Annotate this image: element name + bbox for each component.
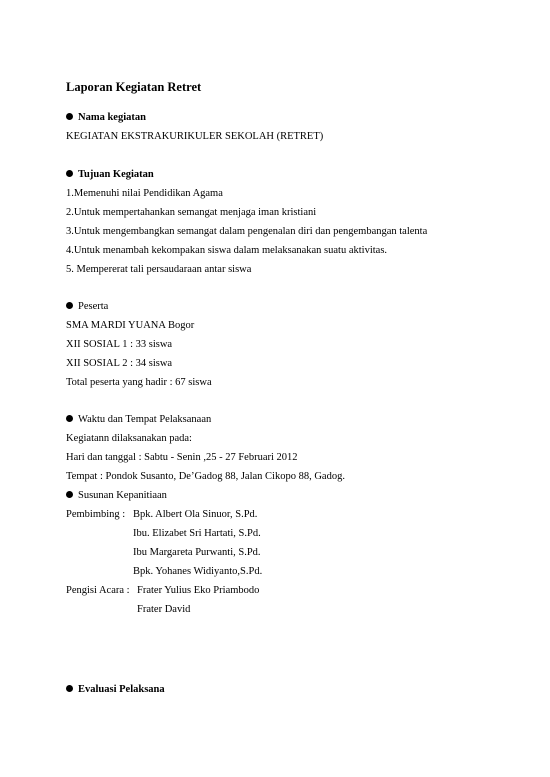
tujuan-item-2: 2.Untuk mempertahankan semangat menjaga iman kristiani (66, 207, 317, 218)
pengisi-name-2: Frater David (137, 604, 191, 615)
section-tujuan-heading (66, 168, 154, 181)
section-evaluasi-heading (66, 683, 165, 696)
peserta-line-2: XII SOSIAL 1 : 33 siswa (66, 339, 173, 350)
pengisi-label: Pengisi Acara : (66, 585, 130, 596)
peserta-line-3: XII SOSIAL 2 : 34 siswa (66, 358, 173, 369)
peserta-line-1: SMA MARDI YUANA Bogor (66, 320, 195, 331)
waktu-line-1: Kegiatann dilaksanakan pada: (66, 433, 192, 444)
pembimbing-name-2: Ibu. Elizabet Sri Hartati, S.Pd. (133, 528, 261, 539)
section-heading-text: Waktu dan Tempat Pelaksanaan (78, 414, 212, 425)
section-peserta-heading (66, 300, 108, 313)
section-heading-text: Nama kegiatan (78, 112, 146, 123)
bullet-icon (66, 685, 73, 692)
pembimbing-name-4: Bpk. Yohanes Widiyanto,S.Pd. (133, 566, 263, 577)
section-heading-text: Evaluasi Pelaksana (78, 684, 165, 695)
pembimbing-name-1: Bpk. Albert Ola Sinuor, S.Pd. (133, 509, 258, 520)
waktu-line-3: Tempat : Pondok Susanto, De’Gadog 88, Jalan Cikopo 88, Gadog. (66, 471, 345, 482)
bullet-icon (66, 302, 73, 309)
nama-kegiatan-value: KEGIATAN EKSTRAKURIKULER SEKOLAH (RETRET) (66, 131, 324, 142)
tujuan-item-3: 3.Untuk mengembangkan semangat dalam pengenalan diri dan pengembangan talenta (66, 226, 428, 237)
tujuan-item-5: 5. Mempererat tali persaudaraan antar siswa (66, 264, 252, 275)
section-heading-text: Susunan Kepanitiaan (78, 490, 167, 501)
pembimbing-name-3: Ibu Margareta Purwanti, S.Pd. (133, 547, 261, 558)
section-heading-text: Peserta (78, 301, 109, 312)
waktu-line-2: Hari dan tanggal : Sabtu - Senin ,25 - 27 Februari 2012 (66, 452, 298, 463)
section-nama-heading (66, 111, 146, 124)
peserta-line-4: Total peserta yang hadir : 67 siswa (66, 377, 212, 388)
tujuan-item-4: 4.Untuk menambah kekompakan siswa dalam melaksanakan suatu aktivitas. (66, 245, 388, 256)
bullet-icon (66, 491, 73, 498)
tujuan-item-1: 1.Memenuhi nilai Pendidikan Agama (66, 188, 223, 199)
section-panitia-heading (66, 489, 167, 502)
pembimbing-label: Pembimbing : (66, 509, 126, 520)
bullet-icon (66, 113, 73, 120)
bullet-icon (66, 415, 73, 422)
document-title: Laporan Kegiatan Retret (66, 80, 202, 94)
pengisi-name-1: Frater Yulius Eko Priambodo (137, 585, 260, 596)
bullet-icon (66, 170, 73, 177)
section-waktu-heading (66, 413, 211, 426)
section-heading-text: Tujuan Kegiatan (78, 169, 154, 180)
